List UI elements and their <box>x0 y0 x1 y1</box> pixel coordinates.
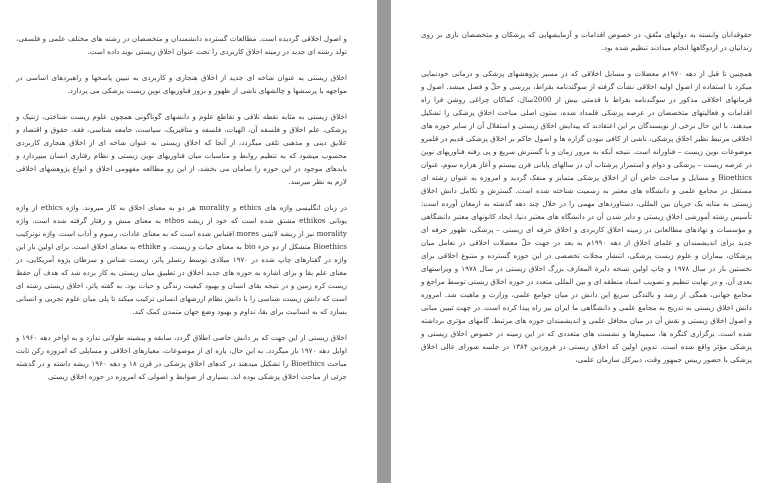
left-page-text <box>16 32 347 383</box>
paragraph: حقوقدانان وابسته به دولتهای متّفق، در خصوص اقدامات و آزمایشهایی که پزشکان و متخصصان نازی بر روی زندانیان در اردوگاهها انجام میدادند تنظیم شده بود. <box>421 30 752 52</box>
paragraph: و اصول اخلاقی گردیده است. مطالعات گسترده دانشمندان و متخصصان در رشته های مختلف علمی و فلسفی، تولد رشته ای جدید در زمینه اخلاق کاربردی را تحت عنوان اخلاق زیستی نوید داده است. <box>16 34 347 56</box>
paragraph: در زبان انگلیسی واژه های ethics و morality هر دو به معنای اخلاق به کار میروند. واژه ethics از واژه یونانی ethikos مشتق شده است که خود از ریشه ethos به معنای منش و رفتار گرفته شده است. واژه morality نیز از ریشه لاتینی mores اقتباس شده است که به معنای عادات، رسوم و آداب است. واژه نوترکیب Bioethics متشکل از دو جزء bio به معنای حیات و زیست، و ethike به معنای اخلاق است. برای اولین بار این واژه در گفتارهای چاپ شده در ۱۹۷۰ میلادی توسط رنسلر پاتر، زیست شناس و سرطان پژوه آمریکایی، در معنای علم بقا و برای اشاره به حوزه های جدید اخلاق در تطبیق میان زیستی به کار برده شد که هدف آن حفظ زیست کره زمین و در نتیجه بقای انسان و بهبود کیفیت زندگی و حیات بود. به گفته پاتر، اخلاق زیستی رشته ای است که دانش زیست شناسی را با دانش نظام ارزشهای انسانی ترکیب میکند تا پلی میان علوم تجربی و انسانی بسازد که به انسانیت برای بقا، تداوم و بهبود وضع جهان متمدن کمک کند. <box>16 203 348 316</box>
left-page <box>0 0 377 483</box>
paragraph: اخلاق زیستی به مثابه نقطه تلاقی و تقاطع علوم و دانشهای گوناگونی همچون علوم زیست شناختی، ژنتیک و پزشکی، علم اخلاق و فلسفه آن، الهیات، فلسفه و متافیزیک، سیاست، جامعه شناسی، فقه، حقوق و اقتصاد و علایق دینی و مذهبی تلقی میگردد، از آنجا که اخلاق زیستی به عنوان شاخه ای از اخلاق هنجاری کاربردی محسوب میشود که به تنظیم روابط و مناسبات میان فناوریهای نوین زیستی و نظام رفتاری انسان میپردازد و بایدهای موجود در این حوزه را سامان می بخشد، از این رو مطالعه مفهومی اخلاق و انواع پژوهشهای اخلاقی لازم به نظر میرسد. <box>16 112 347 186</box>
right-page <box>391 0 768 483</box>
paragraph: همچنین تا قبل از دهه ۱۹۷۰م معضلات و مسایل اخلاقی که در مسیر پژوهشهای پزشکی و درمانی خودنمایی میکرد با استفاده از اصول اولیه اخلاقی نشأت گرفته از سوگندنامه بقراط، بررسی و حلّ و فصل میشد. اصول و قرمانهای اخلاقی مذکور در سوگندنامه بقراط با قدمتی بیش از 2000سال، کماکان چراغی روشن فرا راه اقدامات و فعالیتهای متخصصان در عرصه پزشکی قلمداد شده، ستون اصلی مباحث اخلاق پزشکی را تشکیل میدهند. با این حال برخی از نویسندگان بر این اعتقادند که پیدایش اخلاق زیستی و استقلال آن از سایر حوزه های اخلاقی مرتبط نظیر اخلاق پزشکی، ناشی از کافی نبودن گزاره ها و اصول حاکم بر اخلاق پزشکی قدیم در قلمرو موضوعات نوین زیست – فناورانه است. نتیجه آنکه به مرور زمان و با گسترش سریع و پی رفته فناوریهای نوین در عرصه زیست – پزشکی و دوام و استمرار پرشتاب آن در سالهای پایانی قرن بیستم و آغاز هزاره سوم، عنوان Bioethics و مسایل و مباحث خاص آن از اخلاق پزشکی متمایز و منفک گردید و امروزه به عنوان رشته ای مستقل در مجامع علمی و دانشگاه های معتبر به رسمیت شناخته شده است. گسترش و تکامل دانش اخلاق زیستی به مثابه یک جریان بین المللی، دستاوردهای مهمی را در خلال چند دهه گذشته به ارمغان آورده است: تأسیس رشته آموزشی اخلاق زیستی و دایر شدن آن در دانشگاه های معتبر دنیا، ایجاد کانونهای معتبر دانشگاهی و مؤسسات و نهادهای مطالعاتی در زمینه اخلاق کاربردی و اخلاق حرفه ای زیستی – پزشکی، ظهور حرفه ای جدید برای اندیشمندان و علمای اخلاق از دهه ۱۹۹۰م به بعد در جهت حلّ معضلات اخلاقی در تعامل میان پزشکان، بیماران و علوم زیست پزشکی، انتشار مجلات تخصصی در این حوزه گسترده و متنوع اخلاقی برای نخستین بار در سال ۱۹۷۸ و چاپ اولین نسخه دایرة المعارف بزرگ اخلاق زیستی در سال ۱۹۷۸ و ویراستهای بعدی آن، و در نهایت تنظیم و تصویب اسناد منطقه ای و بین المللی متعدد در حوزه اخلاق زیستی توسط مراجع و مجامع جهانی، همگی از رشد و بالندگی سریع این دانش در میان جوامع علمی، وزارت و ماهیت شد. امروزه دانش اخلاق زیستی به تدریج به مجامع علمی و دانشگاهی ما ایران نیز راه پیدا کرده است. در جهت تبیین مبانی و اصول اخلاق زیستی و نقش آن در میان محافل علمی و اندیشمندان حوزه های مرتبط، گامهای مؤثری برداشته شده است. برگزاری کنگره ها، سمینارها و نشست های متعددی که در این زمینه در خصوص اخلاق زیستی و پزشکی مؤثر واقع شده است. تدوین اولین کد اخلاق زیستی در فروردین ۱۳۸۴ در جلسه شورای عالی اخلاق پزشکی با حضور رییس جمهور وقت، دبیرکل سازمان علمی، <box>421 69 753 364</box>
paragraph: اخلاق زیستی به عنوان شاخه ای جدید از اخلاق هنجاری و کاربردی به تبیین پاسخها و راهبردهای اساسی در مواجهه با پرسشها و چالشهای ناشی از ظهور و بروز فناوریهای نوین زیست پزشکی می پردازد. <box>16 73 347 95</box>
paragraph: اخلاق زیستی از این جهت که بر دانش خاصی اطلاق گردد، سابقه و پیشینه طولانی ندارد و به اواخر دهه ۱۹۶۰ و اوایل دهه ۱۹۷۰ باز میگردد. به این حال، پاره ای از موضوعات، معیارهای اخلاقی و مسایلی که امروزه رکن ثابت مباحث Bioethics را تشکیل میدهند در کدهای اخلاق پزشکی در قرن ۱۸ و دهه ۱۹۶۰ ریشه داشته و در گذشته جزئی از مباحث اخلاق پزشکی بوده اند. بسیاری از ضوابط و اصولی که امروزه در حوزه اخلاق زیستی <box>16 333 347 381</box>
right-page-text <box>421 28 752 366</box>
